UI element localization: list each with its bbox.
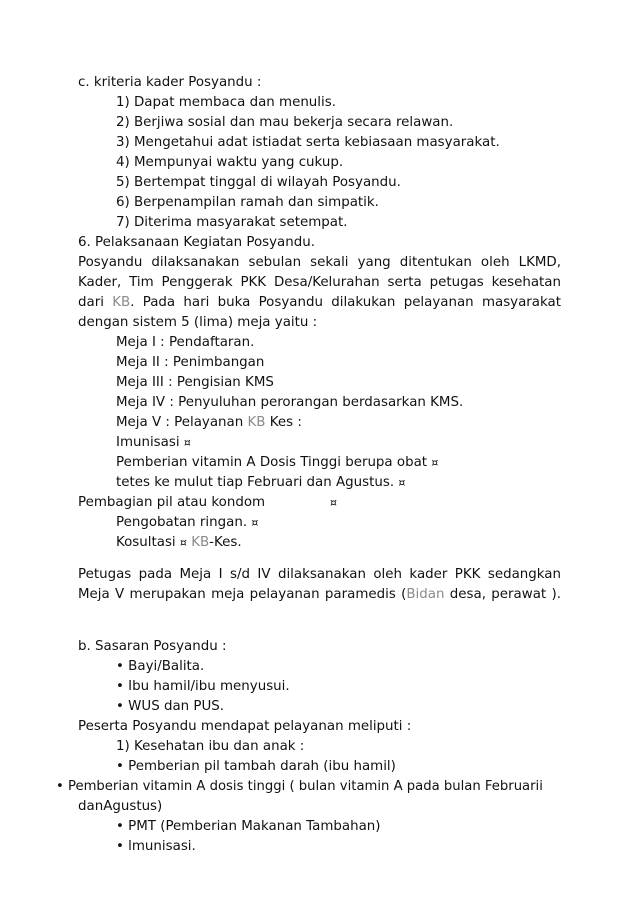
vitaminA-line-1 [56,778,566,796]
pil-text: Pemberian pil tambah darah (ibu hamil) [128,759,396,774]
criteria-item-3: 3) Mengetahui adat istiadat serta kebiasaan masyarakat. [116,135,500,150]
pengobatan-line [116,514,561,532]
peserta-line: Peserta Posyandu mendapat pelayanan meliputi : [78,719,412,734]
meja-2: Meja II : Penimbangan [116,355,265,370]
box-symbol-icon: ¤ [183,436,191,449]
criteria-item-6: 6) Berpenampilan ramah dan simpatik. [116,195,379,210]
vitamin-text-1: Pemberian vitamin A Dosis Tinggi berupa obat [116,455,428,470]
sasaran-item-text: WUS dan PUS. [128,699,225,714]
meja-5 [116,414,561,432]
kosultasi-pre: Kosultasi [116,535,176,550]
kb-link: KB [191,535,210,550]
kb-link: KB [247,415,266,430]
kb-link: KB [112,295,131,310]
section6-heading: 6. Pelaksanaan Kegiatan Posyandu. [78,235,315,250]
meja5-pre: Meja V : Pelayanan [116,415,244,430]
pembagian-text: Pembagian pil atau kondom [78,495,266,510]
pmt-text: PMT (Pemberian Makanan Tambahan) [128,819,381,834]
criteria-item-5: 5) Bertempat tinggal di wilayah Posyandu. [116,175,401,190]
box-symbol-icon: ¤ [330,496,337,509]
bullet-icon: • [116,759,124,774]
sasaran-item-text: Bayi/Balita. [128,659,205,674]
pembagian-line [78,494,561,512]
criteria-item-4: 4) Mempunyai waktu yang cukup. [116,155,344,170]
meja-1: Meja I : Pendaftaran. [116,335,255,350]
imunisasi-bullet-line [116,838,561,856]
criteria-item-1: 1) Dapat membaca dan menulis. [116,95,336,110]
pengobatan-text: Pengobatan ringan. [116,515,248,530]
meja-3: Meja III : Pengisian KMS [116,375,274,390]
bullet-icon: • [56,779,64,794]
vitamin-line-1 [116,454,561,472]
section6-para-line-2: Kader, Tim Penggerak PKK Desa/Kelurahan serta petugas kesehatan [78,275,561,290]
bullet-icon: • [116,819,124,834]
section6-para-line-3 [78,294,561,312]
bullet-icon: • [116,839,124,854]
kosultasi-line [116,534,561,552]
sasaran-item-2 [116,678,561,696]
kesehatan-line: 1) Kesehatan ibu dan anak : [116,739,305,754]
criteria-heading: c. kriteria kader Posyandu : [78,75,262,90]
kosultasi-post: -Kes. [209,535,242,550]
petugas-line-1: Petugas pada Meja I s/d IV dilaksanakan oleh kader PKK sedangkan [78,567,561,582]
para-line3-post: . Pada hari buka Posyandu dilakukan pelayanan masyarakat [130,295,561,310]
bullet-icon: • [116,679,124,694]
para-line3-pre: dari [78,295,104,310]
sasaran-item-text: Ibu hamil/ibu menyusui. [128,679,290,694]
bidan-link: Bidan [406,587,445,602]
box-symbol-icon: ¤ [251,516,259,529]
petugas-line2-post: desa, perawat ). [444,587,561,602]
imunisasi-bullet-text: lmunisasi. [128,839,196,854]
vitamin-line-2 [116,474,561,492]
bullet-icon: • [116,659,124,674]
box-symbol-icon: ¤ [179,536,187,549]
box-symbol-icon: ¤ [398,476,406,489]
vitamin-text-2: tetes ke mulut tiap Februari dan Agustus. [116,475,395,490]
meja5-post: Kes : [269,415,302,430]
sasaran-heading: b. Sasaran Posyandu : [78,639,227,654]
imunisasi-text: Imunisasi [116,435,180,450]
section6-para-line-1: Posyandu dilaksanakan sebulan sekali yang ditentukan oleh LKMD, [78,255,561,270]
pil-line [116,758,561,776]
bullet-icon: • [116,699,124,714]
sasaran-item-3 [116,698,561,716]
section6-para-line-4: dengan sistem 5 (lima) meja yaitu : [78,315,318,330]
vitaminA-line-2: danAgustus) [78,799,163,814]
vitaminA-text-1: Pemberian vitamin A dosis tinggi ( bulan vitamin A pada bulan Februarii [67,779,543,794]
petugas-line2-pre: Meja V merupakan meja pelayanan paramedis ( [78,587,407,602]
imunisasi-line [116,434,561,452]
sasaran-item-1 [116,658,561,676]
pmt-line [116,818,561,836]
criteria-item-7: 7) Diterima masyarakat setempat. [116,215,348,230]
criteria-item-2: 2) Berjiwa sosial dan mau bekerja secara relawan. [116,115,454,130]
meja-4: Meja IV : Penyuluhan perorangan berdasarkan KMS. [116,395,464,410]
petugas-line-2 [78,586,561,604]
box-symbol-icon: ¤ [431,456,439,469]
